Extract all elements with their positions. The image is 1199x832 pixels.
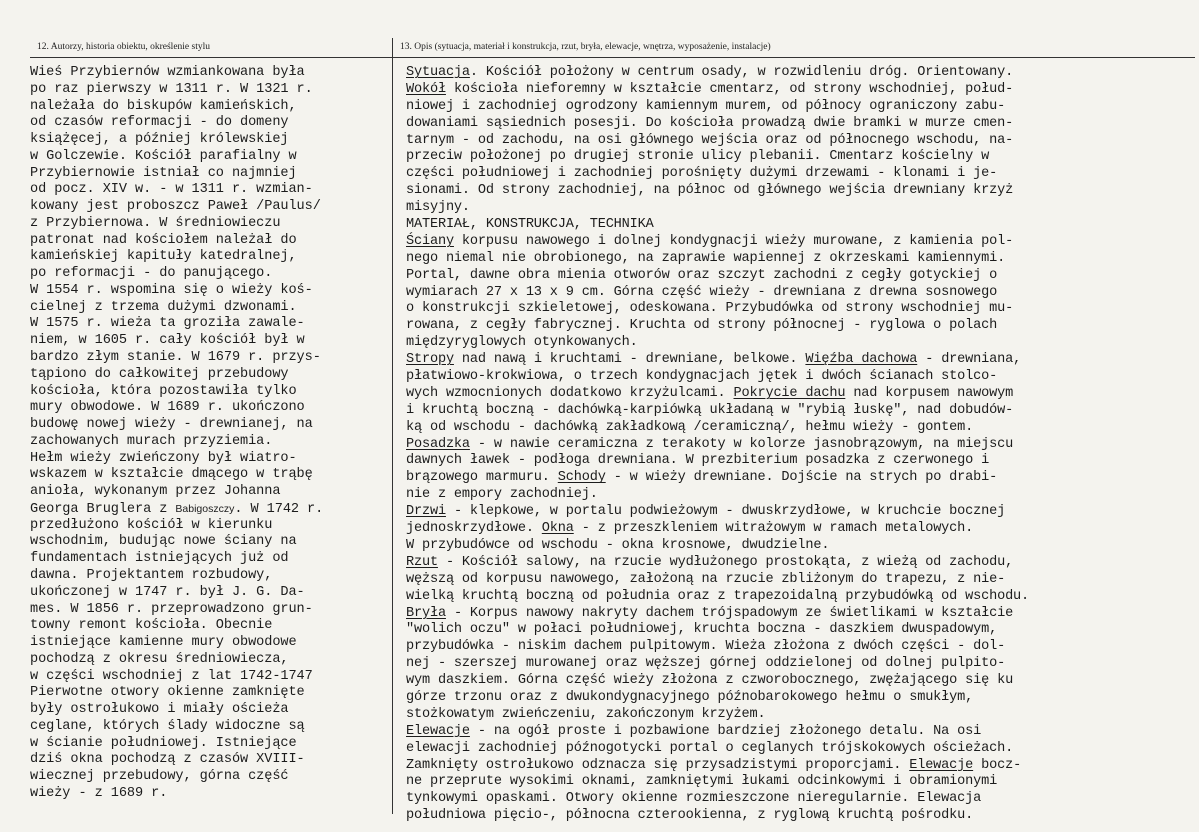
text-line: kowany jest proboszcz Paweł /Paulus/ (30, 199, 321, 215)
section-13-header: 13. Opis (sytuacja, materiał i konstrukcja, rzut, bryła, elewacje, wnętrza, wyposażenie, instalacje) (400, 42, 771, 52)
section-keyword: Stropy (406, 352, 454, 368)
text-line (406, 437, 1029, 454)
text-run: - klepkowe, w portalu podwieżowym - dwuskrzydłowe, w kruchcie bocznej (445, 504, 1006, 520)
text-run: bocz- (973, 757, 1022, 773)
text-line (406, 791, 1029, 808)
text-line: przedłużono kościół w kierunku (30, 517, 273, 533)
text-line: W 1554 r. wspomina się o wieży koś- (30, 282, 313, 298)
text-line (406, 166, 1029, 183)
text-line: W 1575 r. wieża ta groziła zawale- (30, 316, 305, 332)
text-run: Zamknięty ostrołukowo odznacza się przysadzistymi proporcjami. (406, 757, 910, 773)
section-12-header: 12. Autorzy, historia obiektu, określenie stylu (37, 42, 210, 52)
text-line: po raz pierwszy w 1311 r. W 1321 r. (30, 81, 313, 97)
text-run: dowaniami sąsiednich posesji. Do kościoła prowadzą dwie bramki w murze cmen- (406, 115, 1014, 131)
text-line (406, 741, 1029, 758)
text-line (406, 403, 1029, 420)
text-line: pochodzą z okresu średniowiecza, (30, 651, 289, 667)
text-line (406, 622, 1029, 639)
text-line (406, 724, 1029, 741)
text-run: części południowej i zachodniej porośnięty dużymi drzewami - klonami i je- (406, 166, 998, 182)
text-line: dawna. Projektantem rozbudowy, (30, 567, 273, 583)
text-line: ceglane, których ślady widoczne są (30, 718, 305, 734)
section-keyword: Drzwi (406, 504, 446, 520)
text-line (406, 149, 1029, 166)
text-line: dziś okna pochodzą z czasów XVIII- (30, 752, 305, 768)
text-line (406, 690, 1029, 707)
text-line (406, 589, 1029, 606)
text-run: południowa pięcio-, północna czterookienna, z ryglową kruchtą pośrodku. (406, 808, 974, 824)
text-line: tąpiono do całkowitej przebudowy (30, 366, 289, 382)
text-line (406, 133, 1029, 150)
text-line: kamieńskiej kapituły katedralnej, (30, 249, 297, 265)
text-line: istniejące kamienne mury obwodowe (30, 635, 297, 651)
text-line (406, 673, 1029, 690)
text-run: nego niemal nie obrobionego, na zaprawie wapiennej z okrzeskami kamiennymi. (406, 250, 1006, 266)
text-line: od czasów reformacji - do domeny (30, 115, 289, 131)
text-line (406, 470, 1029, 487)
text-run: tarnym - od zachodu, na osi głównego wejścia oraz od północnego wschodu, na- (406, 132, 1014, 148)
text-line (406, 183, 1029, 200)
text-line (406, 774, 1029, 791)
text-line (406, 386, 1029, 403)
text-run: wym daszkiem. Górna część wieży złożona z czworobocznego, zwężającego się ku (406, 673, 1014, 689)
text-line: budowę nowej wieży - drewnianej, na (30, 417, 313, 433)
text-line (406, 217, 1029, 234)
text-line: fundamentach istniejących już od (30, 551, 289, 567)
text-line: były ostrołukowo i miały ościeża (30, 702, 289, 718)
text-run: wielką kruchtą boczną od południa oraz z trapezoidalną przybudówką od wschodu. (406, 588, 1030, 604)
text-line (406, 234, 1029, 251)
text-line (406, 335, 1029, 352)
text-run: W przybudówce od wschodu - okna krosnowe, dwudzielne. (406, 537, 830, 553)
text-run: nej - szerszej murowanej oraz węższej górnej oddzielonej od dolnej pulpito- (406, 656, 1006, 672)
text-run: Georga Bruglera z (30, 501, 176, 517)
text-line: niem, w 1605 r. cały kościół był w (30, 333, 305, 349)
text-run: MATERIAŁ, KONSTRUKCJA, TECHNIKA (406, 217, 654, 233)
text-line (30, 501, 323, 518)
text-run: - z przeszkleniem witrażowym w ramach metalowych. (573, 521, 974, 537)
text-line (406, 639, 1029, 656)
text-line: patronat nad kościołem należał do (30, 232, 297, 248)
section-keyword: Pokrycie dachu (733, 385, 846, 401)
text-run: . W 1742 r. (234, 501, 324, 517)
text-line (406, 453, 1029, 470)
text-line: anioła, wykonanym przez Johanna (30, 484, 281, 500)
text-line (406, 572, 1029, 589)
text-run: . Kościół położony w centrum osady, w rozwidleniu dróg. Orientowany. (469, 65, 1014, 80)
text-run: o konstrukcji szkieletowej, odeskowana. Przybudówka od strony wschodniej mu- (406, 301, 1014, 317)
text-line: książęcej, a później królewskiej (30, 132, 289, 148)
text-line (406, 521, 1029, 538)
text-run: międzyryglowych otynkowanych. (406, 335, 638, 351)
text-line: wieży - z 1689 r. (30, 785, 168, 801)
text-line (406, 200, 1029, 217)
text-line (406, 707, 1029, 724)
text-line: towny remont kościoła. Obecnie (30, 618, 273, 634)
text-run: wych wzmocnionych dodatkowo krzyżulcami. (406, 385, 734, 401)
text-run: przybudówka - niskim dachem pulpitowym. Wieża złożona z dwóch części - dol- (406, 639, 1006, 655)
text-line (406, 420, 1029, 437)
text-line: cielnej z trzema dużymi dzwonami. (30, 299, 297, 315)
text-run: nie z empory zachodniej. (406, 487, 598, 503)
history-text-column (30, 65, 323, 803)
text-line (406, 606, 1029, 623)
section-keyword: Więźba dachowa (805, 352, 918, 368)
text-run: dawnych ławek - podłoga drewniana. W prezbiterium posadzka z czerwonego i (406, 453, 990, 469)
text-line (406, 504, 1029, 521)
text-run: i kruchtą boczną - dachówką-karpiówką układaną w "rybią łuskę", nad dobudów- (406, 402, 1014, 418)
text-line (406, 352, 1029, 369)
text-line (406, 268, 1029, 285)
section-keyword: Okna (541, 521, 574, 537)
text-line: zachowanych murach przyziemia. (30, 433, 273, 449)
text-line: po reformacji - do panującego. (30, 266, 273, 282)
section-keyword: Elewacje (406, 723, 470, 739)
text-run: - na ogół proste i pozbawione bardziej złożonego detalu. Na osi (469, 723, 982, 739)
text-line (406, 808, 1029, 825)
text-line (406, 99, 1029, 116)
text-line: w ścianie południowej. Istniejące (30, 735, 297, 751)
text-run: kościoła nieforemny w kształcie cmentarz, od strony wschodniej, połud- (445, 81, 1014, 97)
text-line: bardzo złym stanie. W 1679 r. przys- (30, 350, 321, 366)
text-run: ne przeprute wysokimi oknami, zamkniętymi łukami odcinkowymi i obramionymi (406, 774, 998, 790)
text-line (406, 285, 1029, 302)
text-run: - Kościół salowy, na rzucie wydłużonego prostokąta, z wieżą od zachodu, (437, 554, 1014, 570)
section-keyword: Posadzka (406, 436, 470, 452)
text-line: Przybiernowie istniał co najmniej (30, 165, 297, 181)
section-keyword: Schody (557, 470, 606, 486)
text-line: w Golczewie. Kościół parafialny w (30, 148, 297, 164)
text-line (406, 116, 1029, 133)
text-line: Wieś Przybiernów wzmiankowana była (30, 65, 305, 80)
text-line (406, 656, 1029, 673)
text-line: mes. W 1856 r. przeprowadzono grun- (30, 601, 313, 617)
text-run: elewacji zachodniej późnogotycki portal o ceglanych trójskokowych ościeżach. (406, 740, 1014, 756)
text-run: górze trzonu oraz z dwukondygnacyjnego późnobarokowego hełmu o smukłym, (406, 689, 974, 705)
text-line (406, 555, 1029, 572)
section-keyword: Wokół (406, 81, 446, 97)
text-line: należała do biskupów kamieńskich, (30, 98, 297, 114)
text-run: sionami. Od strony zachodniej, na północ od głównego wejścia drewniany krzyż (406, 183, 1014, 199)
text-line: w części wschodniej z lat 1742-1747 (30, 668, 313, 684)
text-run: nad korpusem nawowym (845, 385, 1014, 401)
text-run: misyjny. (406, 200, 470, 216)
text-line (406, 369, 1029, 386)
header-rule (30, 57, 1195, 58)
text-line: z Przybiernowa. W średniowieczu (30, 215, 281, 231)
text-line: wiecznej przebudowy, górna część (30, 769, 289, 785)
description-text-column (406, 65, 1029, 825)
text-run: ką od wschodu - dachówką zakładkową /ceramiczną/, hełmu wieży - gontem. (406, 419, 974, 435)
text-run: - drewniana, (917, 352, 1022, 368)
text-run: stożkowatym zwieńczeniu, zakończonym krzyżem. (406, 706, 766, 722)
text-line (406, 65, 1029, 82)
text-run: "wolich oczu" w połaci południowej, kruchta boczna - daszkiem dwuspadowym, (406, 622, 998, 638)
text-run: płatwiowo-krokwiowa, o trzech kondygnacjach jętek i dwóch ścianach stolco- (406, 369, 998, 385)
text-run: tynkowymi opaskami. Otwory okienne rozmieszczone nieregularnie. Elewacja (406, 791, 982, 807)
column-divider (392, 38, 393, 814)
text-run: - w nawie ceramiczna z terakoty w kolorze jasnobrązowym, na miejscu (469, 436, 1014, 452)
text-line: ukończonej w 1747 r. był J. G. Da- (30, 584, 305, 600)
text-run: - w wieży drewniane. Dojście na strych po drabi- (605, 470, 998, 486)
text-line: mury obwodowe. W 1689 r. ukończono (30, 400, 305, 416)
text-run: - Korpus nawowy nakryty dachem trójspadowym ze świetlikami w kształcie (445, 605, 1014, 621)
text-run: Portal, dawne obra mienia otworów oraz szczyt zachodni z cegły gotyckiej o (406, 267, 998, 283)
text-run: jednoskrzydłowe. (406, 521, 542, 537)
section-keyword: Sytuacja (406, 65, 470, 80)
text-line: wskazem w kształcie dmącego w trąbę (30, 467, 313, 483)
text-line: od pocz. XIV w. - w 1311 r. wzmian- (30, 182, 313, 198)
text-run: wymiarach 27 x 13 x 9 cm. Górna część wieży - drewniana z drewna sosnowego (406, 284, 998, 300)
text-line (406, 318, 1029, 335)
text-line: wschodnim, budując nowe ściany na (30, 534, 297, 550)
text-line: Pierwotne otwory okienne zamknięte (30, 685, 305, 701)
text-line: kościoła, która pozostawiła tylko (30, 383, 297, 399)
text-run: korpusu nawowego i dolnej kondygnacji wieży murowane, z kamienia pol- (453, 233, 1014, 249)
text-line (406, 251, 1029, 268)
text-line: Hełm wieży zwieńczony był wiatro- (30, 450, 297, 466)
text-line (406, 82, 1029, 99)
section-keyword: Rzut (406, 554, 438, 570)
text-run: niowej i zachodniej ogrodzony kamiennym murem, od północy ograniczony zabu- (406, 98, 1006, 114)
text-line (406, 487, 1029, 504)
text-line (406, 538, 1029, 555)
text-line (406, 301, 1029, 318)
text-run: węższą od korpusu nawowego, założoną na rzucie zbliżonym do trapezu, z nie- (406, 571, 1006, 587)
text-line (406, 758, 1029, 775)
text-run: rowana, z cegły fabrycznej. Kruchta od strony północnej - ryglowa o polach (406, 318, 998, 334)
section-keyword: Bryła (406, 605, 446, 621)
text-run: przeciw położonej po drugiej stronie ulicy plebanii. Cmentarz kościelny w (406, 149, 990, 165)
section-keyword: Elewacje (909, 757, 974, 773)
inserted-word: Babigoszczy (175, 502, 235, 515)
section-keyword: Ściany (406, 233, 454, 249)
text-run: brązowego marmuru. (406, 470, 558, 486)
text-run: nad nawą i kruchtami - drewniane, belkowe. (453, 352, 806, 368)
